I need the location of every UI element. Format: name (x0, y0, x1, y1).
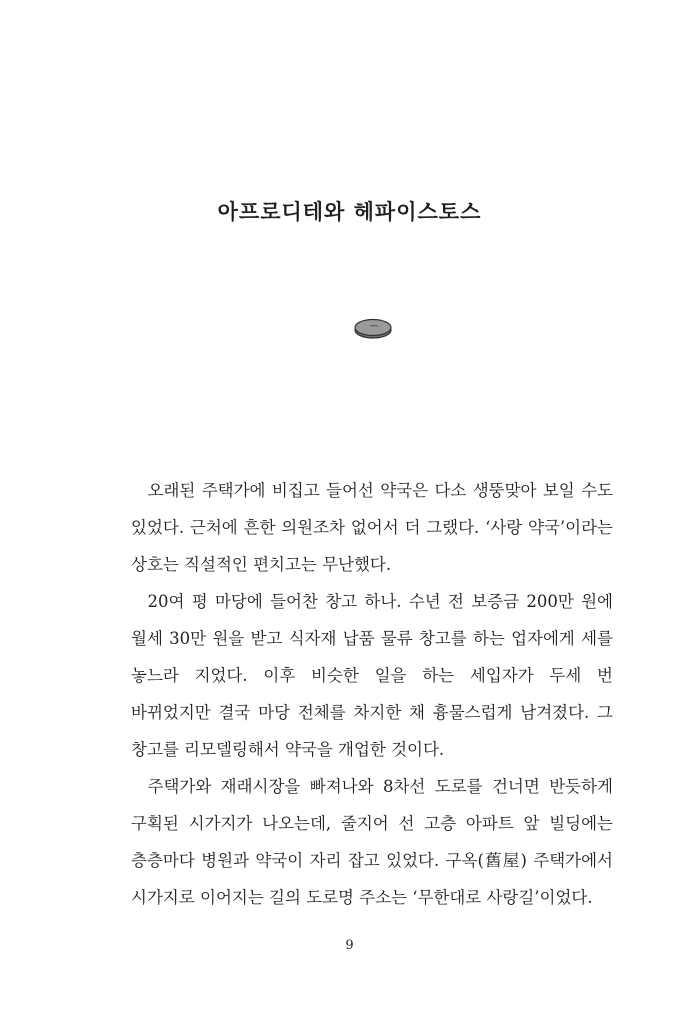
paragraph: 오래된 주택가에 비집고 들어선 약국은 다소 생뚱맞아 보일 수도 있었다. 근처에 흔한 의원조차 없어서 더 그랬다. ‘사랑 약국’이라는 상호는 직설적인 편치고는 무난했다. (131, 481, 613, 574)
body-text (131, 472, 613, 916)
chapter-title: 아프로디테와 헤파이스토스 (217, 200, 482, 224)
paragraph: 20여 평 마당에 들어찬 창고 하나. 수년 전 보증금 200만 원에 월세 30만 원을 받고 식자재 납품 물류 창고를 하는 업자에게 세를 놓느라 지었다. 이후 비슷한 일을 하는 세입자가 두세 번 바뀌었지만 결국 마당 전체를 차지한 채 흉물스럽게 남겨졌다. 그 창고를 리모델링해서 약국을 개업한 것이다. (131, 592, 613, 759)
pill-top (355, 320, 391, 336)
paragraph: 주택가와 재래시장을 빠져나와 8차선 도로를 건너면 반듯하게 구획된 시가지가 나오는데, 줄지어 선 고층 아파트 앞 빌딩에는 층층마다 병원과 약국이 자리 잡고 있었다. 구옥(舊屋) 주택가에서 시가지로 이어지는 길의 도로명 주소는 ‘무한대로 사랑길’이었다. (131, 777, 613, 907)
page-number: 9 (345, 938, 354, 953)
pill-icon (353, 316, 393, 342)
